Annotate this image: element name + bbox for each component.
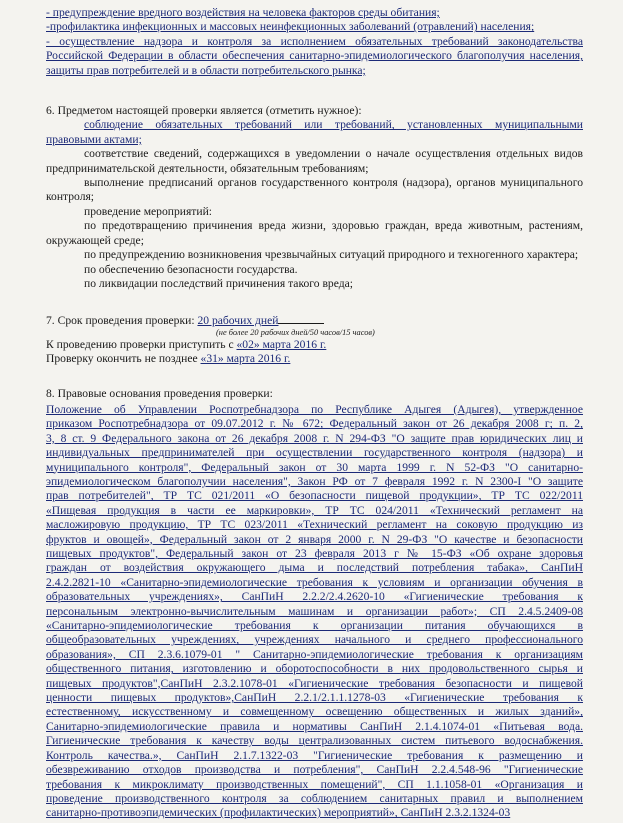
intro-item: -профилактика инфекционных и массовых неинфекционных заболеваний (отравлений) населения; [46, 20, 535, 34]
legal-basis-line: образования», СП 2.3.6.1079-01 " Санитарно-эпидемиологические требования к организациям [46, 647, 583, 661]
legal-basis-line: муниципального контроля", Федеральный закон от 30 марта 1999 г. N 52-ФЗ "О санитарно- [46, 460, 583, 474]
legal-basis-line: фруктов и овощей», Федеральный закон от 2 января 2000 г. N 29-ФЗ "О качестве и безопасности [46, 532, 583, 546]
legal-basis-line: санитарно-противоэпидемических (профилактических) мероприятий», СанПиН 2.3.2.1324-03 [46, 806, 511, 820]
intro-item: - предупреждение вредного воздействия на человека факторов среды обитания; [46, 6, 440, 19]
section-6-item-selected: соблюдение обязательных требований или требований, установленных муниципальными правовыми актами; [46, 118, 583, 146]
section-6-item: по предупреждению возникновения чрезвычайных ситуаций природного и техногенного характера; [84, 248, 579, 262]
legal-basis-line: общеобразовательных учреждениях, учреждениях начального и среднего профессионального [46, 633, 583, 647]
section-7 [46, 313, 583, 366]
legal-basis-line: ценности пищевых продуктов»,СанПиН 2.2.1/2.1.1.1278-03 «Гигиенические требования к [46, 691, 583, 705]
legal-basis-line: «Пищевая продукция в части ее маркировки», ТР ТС 024/2011 «Технический регламент на [46, 503, 583, 517]
legal-basis-line: проведение производственного контроля за соблюдением санитарных правил и выполнением [46, 791, 583, 805]
legal-basis-line: Положение об Управлении Роспотребнадзора по Республике Адыгея (Адыгея), утвержденное [46, 402, 583, 416]
intro-item: - осуществление надзора и контроля за исполнением обязательных требований законодательства Российской Федерации в области обеспечения санитарно-эпидемиологического благополучия населения, защиты прав потребителей и в области потребительского рынка; [46, 34, 583, 77]
legal-basis-line: индивидуальных предпринимателей при осуществлении государственного контроля (надзора) и [46, 446, 583, 460]
legal-basis-line: Санитарно-эпидемиологические правила и нормативы СанПиН 2.1.4.1074-01 «Питьевая вода. [46, 719, 583, 733]
legal-basis-line: естественному, искусственному и совмещенному освещению общественных и жилых зданий», [46, 705, 583, 719]
legal-basis-line: общественного питания, изготовлению и оборотоспособности в них продовольственного сырья и [46, 662, 583, 676]
section-6-item: соответствие сведений, содержащихся в уведомлении о начале осуществления отдельных видов предпринимательской деятельности, обязательным требованиям; [46, 147, 583, 175]
section-6 [46, 104, 583, 291]
start-date-line: К проведению проверки приступить с «02» марта 2016 г. [46, 337, 327, 351]
legal-basis-line: пищевых продуктов",СанПиН 2.3.2.1078-01 «Гигиенические требования безопасности и пищевой [46, 676, 583, 690]
legal-basis-line: персональным электронно-вычислительным машинам и организации работ»; СП 2.4.5.2409-08 [46, 604, 583, 618]
legal-basis-line: Гигиенические требования к качеству воды централизованных систем питьевого водоснабжения. [46, 734, 583, 748]
legal-basis-line: «Санитарно-эпидемиологические требования к организации питания обучающихся в [46, 619, 583, 633]
end-date: «31» марта 2016 г. [200, 352, 291, 366]
section-6-title: 6. Предметом настоящей проверки является (отметить нужное): [46, 104, 362, 118]
legal-basis-line: обезвреживанию отходов производства и потребления", СанПиН 2.2.4.548-96 "Гигиенические [46, 763, 583, 777]
period-note: (не более 20 рабочих дней/50 часов/15 часов) [216, 327, 375, 337]
section-6-item: выполнение предписаний органов государственного контроля (надзора), органов муниципального контроля; [46, 176, 583, 204]
legal-basis-line: приказом Роспотребнадзора от 09.07.2012 г. № 672; Федеральный закон от 26 декабря 2008 г; п. 2, [46, 417, 583, 431]
section-8-title: 8. Правовые основания проведения проверки: [46, 386, 273, 400]
legal-basis-line: прав потребителей", ТР ТС 021/2011 «О безопасности пищевой продукции», ТР ТС 022/2011 [46, 489, 583, 503]
end-date-line: Проверку окончить не позднее «31» марта 2016 г. [46, 352, 291, 366]
section-6-item: по предотвращению причинения вреда жизни, здоровью граждан, вреда животным, растениям, окружающей среде; [46, 219, 583, 247]
section-8 [46, 387, 583, 821]
section-6-item: проведение мероприятий: [84, 204, 213, 218]
legal-basis-line: 3, 8 ст. 9 Федерального закона от 26 декабря 2008 г. N 294-ФЗ "О защите прав юридических лиц и [46, 431, 583, 445]
start-date: «02» марта 2016 г. [236, 337, 327, 351]
legal-basis-line: пищевых продуктов", Федеральный закон от 23 февраля 2013 г № 15-ФЗ «Об охране здоровья [46, 547, 583, 560]
legal-basis-text [46, 403, 583, 821]
legal-basis-line: образовательных учреждениях», СанПиН 2.2.2/2.4.2620-10 «Гигиенические требования к [46, 590, 583, 604]
legal-basis-line: 2.4.2.2821-10 «Санитарно-эпидемиологические требования к условиям и организации обучения в [46, 575, 583, 589]
section-7-period-line: 7. Срок проведения проверки: 20 рабочих дней [46, 313, 583, 328]
legal-basis-line: граждан от воздействия окружающего дыма и последствий потребления табака», СанПиН [46, 561, 583, 575]
legal-basis-line: масложировую продукцию, ТР ТС 023/2011 «Технический регламент на соковую продукцию из [46, 518, 583, 532]
intro-list [46, 6, 583, 78]
legal-basis-line: Контроль качества.», СанПиН 2.1.7.1322-03 "Гигиенические требования к размещению и [46, 748, 583, 762]
fill-line [278, 313, 324, 324]
check-period: 20 рабочих дней [197, 314, 279, 328]
section-6-item: по ликвидации последствий причинения такого вреда; [84, 276, 353, 290]
section-6-item: по обеспечению безопасности государства. [84, 262, 298, 276]
legal-basis-line: эпидемиологическом благополучии населения", Закон РФ от 7 февраля 1992 г. N 2300-I "О защите [46, 474, 583, 488]
legal-basis-line: требования к микроклимату производственных помещений", СП 1.1.1058-01 «Организация и [46, 777, 583, 791]
